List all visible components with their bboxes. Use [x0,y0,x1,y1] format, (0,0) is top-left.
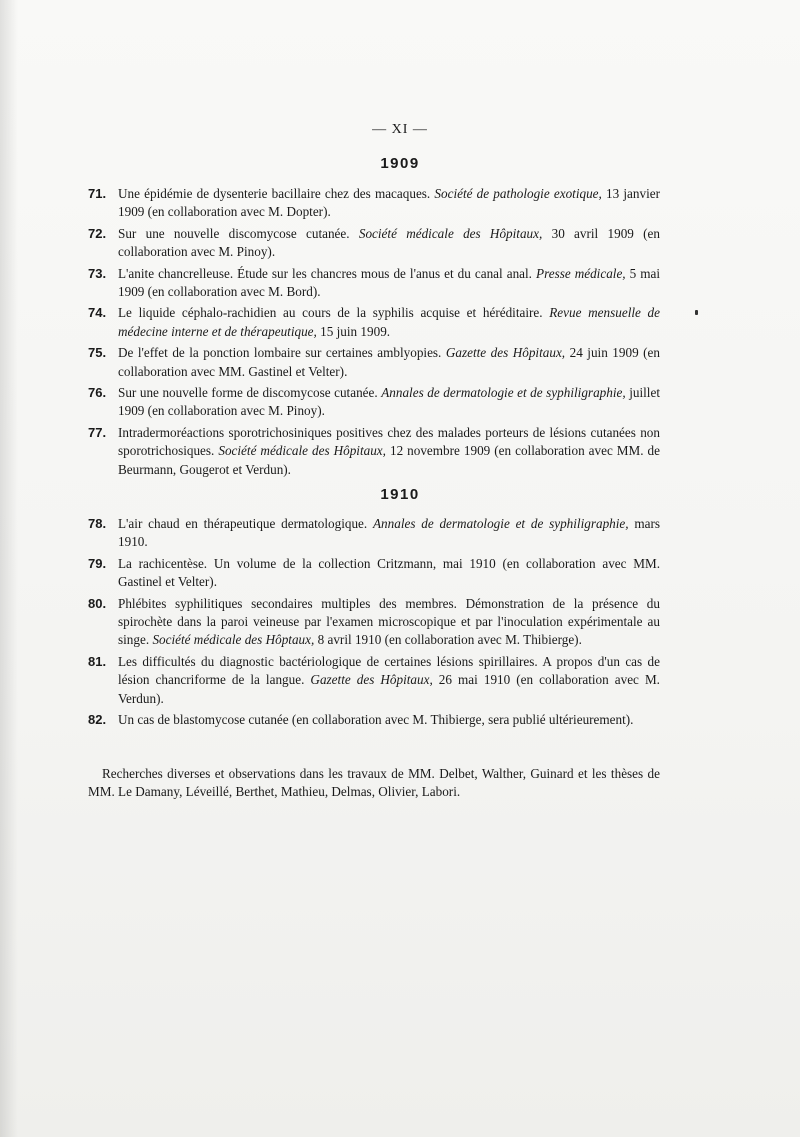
entry-text: Les difficultés du diagnostic bactériologique de certaines lésions spirillaires. A propos d'un cas de lésion chancriforme de la langue. [118,653,660,688]
entry-82 [88,711,660,729]
entry-tail: juillet 1909 (en collaboration avec M. Pinoy). [118,385,660,419]
section-year-1909: 1909 [380,155,420,172]
entry-text: Un cas de blastomycose cutanée (en collaboration avec M. Thibierge, sera publié ultérieurement). [118,712,634,728]
entry-79 [88,555,660,592]
entry-81 [88,653,660,708]
entry-72 [88,225,660,262]
entry-number: 73. [88,265,107,281]
closing-paragraph: Recherches diverses et observations dans les travaux de MM. Delbet, Walther, Guinard et les thèses de MM. Le Damany, Léveillé, Berthet, Mathieu, Delmas, Olivier, Labori. [88,766,660,800]
entry-text: Phlébites syphilitiques secondaires multiples des membres. Démonstration de la présence du spirochète dans la paroi veineuse par l'examen microscopique et par l'inoculation expérimentale au singe. [118,595,660,648]
entry-number: 72. [88,225,107,241]
entry-tail: 5 mai 1909 (en collaboration avec M. Bord). [118,265,661,300]
entry-number: 77. [88,424,107,440]
entries-1909 [88,185,660,482]
section-year-1910: 1910 [380,486,420,503]
page-folio: — XI — [372,122,428,137]
entry-text: Sur une nouvelle forme de discomycose cutanée. [118,385,378,401]
entry-71 [88,185,660,222]
entry-text: L'air chaud en thérapeutique dermatologique. [118,516,368,531]
entry-text: Le liquide céphalo-rachidien au cours de la syphilis acquise et héréditaire. [118,305,543,321]
entry-journal: Société médicale des Hôpitaux, [218,443,386,459]
entry-number: 74. [88,305,107,321]
entry-number: 76. [88,385,107,401]
entry-number: 75. [88,345,107,361]
entry-text: La rachicentèse. Un volume de la collection Critzmann, mai 1910 (en collaboration avec MM. Gastinel et Velter). [118,555,660,590]
entries-1910 [88,515,660,732]
entry-number: 71. [88,186,107,201]
entry-text: Intradermoréactions sporotrichosiniques positives chez des malades porteurs de lésions cutanées non sporotrichosiques. [118,424,660,459]
entry-text: Une épidémie de dysenterie bacillaire chez des macaques. [118,186,431,201]
entry-tail: 12 novembre 1909 (en collaboration avec MM. de Beurmann, Gougerot et Verdun). [118,443,660,477]
entry-journal: Gazette des Hôpitaux, [445,345,566,361]
entry-text: De l'effet de la ponction lombaire sur certaines amblyopies. [118,345,442,361]
entry-tail: 8 avril 1910 (en collaboration avec M. Thibierge). [317,632,582,648]
margin-ink-mark [695,310,698,315]
entry-journal: Gazette des Hôpitaux, [310,672,433,688]
entry-number: 78. [88,516,107,531]
entry-journal: Société médicale des Hôpitaux, [358,225,543,241]
entry-tail: 15 juin 1909. [320,323,391,339]
entry-78 [88,515,660,552]
entry-74 [88,304,660,341]
entry-number: 81. [88,653,107,669]
entry-journal: Revue mensuelle de médecine interne et de thérapeutique, [118,305,660,339]
entry-73 [88,265,660,302]
entry-text: Sur une nouvelle discomycose cutanée. [118,225,350,241]
entry-number: 79. [88,555,107,571]
entry-77 [88,424,660,479]
entry-tail: 24 juin 1909 (en collaboration avec MM. Gastinel et Velter). [118,345,660,379]
entry-tail: 13 janvier 1909 (en collaboration avec M. Dopter). [118,186,661,220]
entry-80 [88,595,660,650]
entry-journal: Annales de dermatologie et de syphiligraphie, [372,516,629,531]
entry-number: 82. [88,712,107,728]
entry-76 [88,384,660,421]
entry-journal: Presse médicale, [536,265,626,281]
entry-number: 80. [88,595,107,611]
entry-journal: Annales de dermatologie et de syphiligraphie, [381,385,626,401]
entry-journal: Société médicale des Hôptaux, [152,632,315,648]
entry-text: L'anite chancrelleuse. Étude sur les chancres mous de l'anus et du canal anal. [118,265,532,281]
entry-tail: mars 1910. [118,516,660,550]
entry-tail: 26 mai 1910 (en collaboration avec M. Verdun). [118,672,660,706]
entry-75 [88,344,660,381]
entry-journal: Société de pathologie exotique, [434,186,602,201]
entry-tail: 30 avril 1909 (en collaboration avec M. Pinoy). [118,225,660,260]
